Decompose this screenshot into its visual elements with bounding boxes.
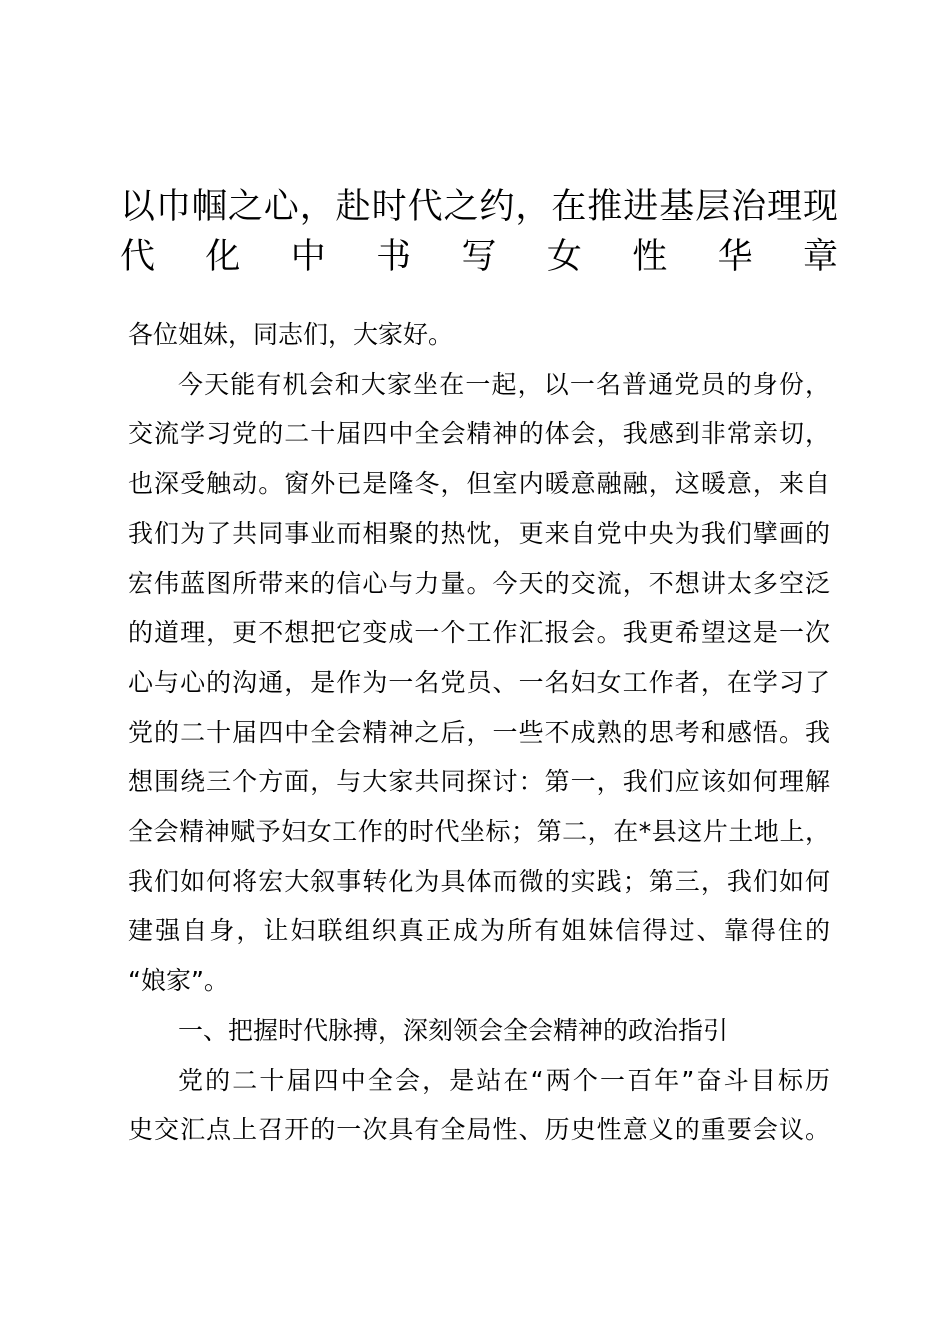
- text-line: 党的二十届四中全会，是站在“两个一百年”奋斗目标历: [178, 1065, 830, 1095]
- section-heading: 一、把握时代脉搏，深刻领会全会精神的政治指引: [178, 1015, 729, 1045]
- text-line: 史交汇点上召开的一次具有全局性、历史性意义的重要会议。: [128, 1115, 830, 1145]
- document-title: [120, 182, 838, 282]
- paragraph-1: [128, 360, 830, 1006]
- document-body: [128, 310, 830, 1155]
- text-line: 建强自身，让妇联组织真正成为所有姐妹信得过、靠得住的: [128, 916, 830, 946]
- text-line: “娘家”。: [128, 966, 229, 996]
- text-line: 全会精神赋予妇女工作的时代坐标；第二，在*县这片土地上，: [128, 817, 830, 847]
- text-line: 也深受触动。窗外已是隆冬，但室内暖意融融，这暖意，来自: [128, 469, 830, 499]
- text-line: 想围绕三个方面，与大家共同探讨：第一，我们应该如何理解: [128, 767, 830, 797]
- title-line: 以巾帼之心，赴时代之约，在推进基层治理现: [120, 187, 838, 227]
- text-line: 今天能有机会和大家坐在一起，以一名普通党员的身份，: [178, 369, 830, 399]
- text-line: 宏伟蓝图所带来的信心与力量。今天的交流，不想讲太多空泛: [128, 568, 830, 598]
- text-line: 交流学习党的二十届四中全会精神的体会，我感到非常亲切，: [128, 419, 830, 449]
- text-line: 的道理，更不想把它变成一个工作汇报会。我更希望这是一次: [128, 618, 830, 648]
- greeting: 各位姐妹，同志们，大家好。: [128, 320, 454, 349]
- text-line: 党的二十届四中全会精神之后，一些不成熟的思考和感悟。我: [128, 717, 830, 747]
- title-line: 代化中书写女性华章: [120, 237, 838, 277]
- text-line: 我们为了共同事业而相聚的热忱，更来自党中央为我们擘画的: [128, 518, 830, 548]
- text-line: 我们如何将宏大叙事转化为具体而微的实践；第三，我们如何: [128, 866, 830, 896]
- paragraph-2: [128, 1056, 830, 1155]
- text-line: 心与心的沟通，是作为一名党员、一名妇女工作者，在学习了: [128, 667, 830, 697]
